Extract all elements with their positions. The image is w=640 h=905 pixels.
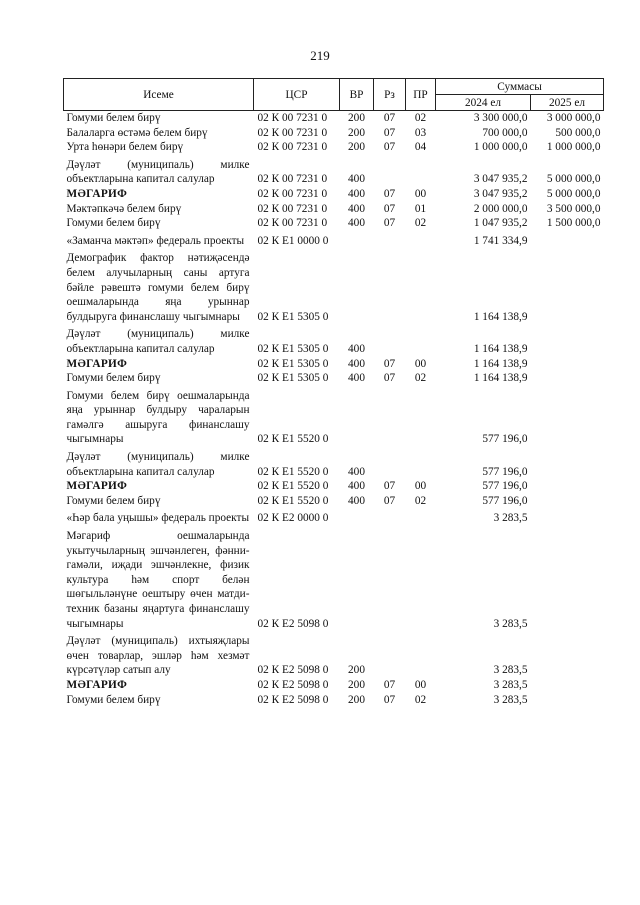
row-csr: 02 К Е1 5520 0: [257, 480, 329, 493]
row-rz: [374, 231, 406, 249]
row-rz: 07: [383, 112, 396, 124]
row-csr: 02 К Е2 5098 0: [257, 664, 329, 677]
row-name: Мәгариф оешмаларында укытучыларның эшчәнлеген, фәнни-гамәли, иҗади эшчәнлекне, физик культура һәм спорт белән шөгыльләнүне оештыру өчен матди-техник базаны яңартуга финанслашу чыгымнары: [66, 530, 250, 630]
header-year-2024: 2024 ел: [436, 95, 531, 111]
row-pr: 02: [414, 693, 427, 706]
row-sum-2025: [531, 693, 604, 708]
row-sum-2024: 1 741 334,9: [473, 234, 528, 247]
row-pr: 02: [414, 494, 427, 507]
row-sum-2025: 3 500 000,0: [546, 202, 601, 215]
table-row: [64, 202, 604, 217]
row-sum-2024: 3 283,5: [493, 678, 528, 691]
row-sum-2025: [531, 357, 604, 372]
row-sum-2024: 3 283,5: [493, 693, 528, 706]
row-pr: 00: [414, 678, 427, 691]
header-csr: ЦСР: [254, 79, 340, 111]
table-row: [64, 693, 604, 708]
row-vr: 200: [348, 141, 365, 154]
row-name: Гомуми белем бирү: [66, 112, 161, 124]
row-name: Гомуми белем бирү: [66, 494, 161, 507]
row-pr: 04: [414, 141, 427, 154]
header-sums: Суммасы: [436, 79, 604, 95]
row-name: Гомуми белем бирү: [66, 693, 161, 706]
row-pr: [406, 447, 436, 479]
row-sum-2024: 3 283,5: [493, 512, 528, 525]
row-name: Дәүләт (муниципаль) милке объектларына капитал салулар: [66, 328, 250, 355]
row-sum-2025: 1 000 000,0: [546, 141, 601, 154]
row-sum-2024: 3 047 935,2: [473, 187, 528, 200]
row-name: Урта һөнәри белем бирү: [66, 141, 184, 154]
row-sum-2024: 3 283,5: [493, 664, 528, 677]
budget-table: [63, 78, 604, 707]
row-name: Балаларга өстәмә белем бирү: [66, 126, 208, 139]
row-pr: 00: [414, 357, 427, 370]
row-vr: 400: [348, 342, 365, 355]
row-sum-2024: 577 196,0: [482, 480, 528, 493]
row-sum-2024: 3 047 935,2: [473, 173, 528, 186]
row-vr: 400: [348, 480, 365, 493]
row-csr: 02 К 00 7231 0: [257, 217, 328, 230]
row-vr: [340, 508, 374, 526]
row-rz: [374, 324, 406, 356]
row-sum-2024: 2 000 000,0: [473, 202, 528, 215]
row-vr: 400: [348, 357, 365, 370]
row-sum-2025: 5 000 000,0: [546, 187, 601, 200]
row-rz: [374, 248, 406, 324]
row-sum-2024: 577 196,0: [482, 494, 528, 507]
table-row: [64, 447, 604, 479]
row-sum-2025: 1 500 000,0: [546, 217, 601, 230]
row-name: МӘГАРИФ: [66, 187, 128, 200]
row-vr: 200: [348, 693, 365, 706]
row-csr: 02 К Е1 5305 0: [257, 357, 329, 370]
row-vr: 200: [348, 678, 365, 691]
row-sum-2025: [531, 508, 604, 526]
row-sum-2024: 1 000 000,0: [473, 141, 528, 154]
table-row: [64, 357, 604, 372]
row-pr: 01: [414, 202, 427, 215]
row-name: Гомуми белем бирү: [66, 372, 161, 385]
row-csr: 02 К Е2 5098 0: [257, 693, 329, 706]
row-csr: 02 К 00 7231 0: [257, 141, 328, 154]
row-pr: [406, 386, 436, 447]
row-name: МӘГАРИФ: [66, 678, 128, 691]
row-vr: 200: [348, 112, 365, 124]
table-row: [64, 248, 604, 324]
row-name: Дәүләт (муниципаль) милке объектларына капитал салулар: [66, 451, 250, 478]
table-row: [64, 187, 604, 202]
row-csr: 02 К Е2 5098 0: [257, 617, 329, 630]
header-pr: ПР: [406, 79, 436, 111]
table-row: [64, 231, 604, 249]
row-sum-2024: 1 047 935,2: [473, 217, 528, 230]
row-sum-2024: 1 164 138,9: [473, 310, 528, 323]
row-vr: 400: [348, 465, 365, 478]
row-sum-2025: [531, 371, 604, 386]
row-sum-2024: 577 196,0: [482, 433, 528, 446]
row-name: «Заманча мәктәп» федераль проекты: [66, 234, 245, 247]
row-pr: 00: [414, 187, 427, 200]
table-row: [64, 678, 604, 693]
row-pr: [406, 526, 436, 631]
row-sum-2024: 577 196,0: [482, 465, 528, 478]
row-name: Дәүләт (муниципаль) милке объектларына капитал салулар: [66, 158, 250, 186]
row-rz: [374, 155, 406, 187]
row-rz: [374, 386, 406, 447]
row-sum-2025: [531, 324, 604, 356]
row-pr: 03: [414, 126, 427, 139]
row-vr: 400: [348, 187, 365, 200]
table-row: [64, 526, 604, 631]
page-number: 219: [310, 48, 330, 63]
row-csr: 02 К 00 7231 0: [257, 173, 328, 186]
table-row: [64, 371, 604, 386]
row-vr: [340, 526, 374, 631]
row-sum-2025: [531, 248, 604, 324]
row-name: МӘГАРИФ: [66, 357, 128, 370]
row-sum-2025: [531, 678, 604, 693]
table-row: [64, 508, 604, 526]
row-rz: 07: [383, 678, 396, 691]
row-pr: [406, 324, 436, 356]
row-vr: 400: [348, 202, 365, 215]
table-body: [64, 111, 604, 708]
row-rz: 07: [383, 693, 396, 706]
row-csr: 02 К Е1 5520 0: [257, 433, 329, 446]
row-vr: [340, 248, 374, 324]
row-csr: 02 К 00 7231 0: [257, 187, 328, 200]
header-vr: ВР: [340, 79, 374, 111]
table-row: [64, 216, 604, 231]
row-sum-2024: 3 283,5: [493, 617, 528, 630]
row-vr: [340, 231, 374, 249]
row-sum-2025: [531, 447, 604, 479]
row-rz: [374, 447, 406, 479]
header-year-2025: 2025 ел: [531, 95, 604, 111]
row-pr: 02: [414, 112, 427, 124]
row-rz: [374, 508, 406, 526]
row-pr: 02: [414, 372, 427, 385]
row-pr: 02: [414, 217, 427, 230]
row-rz: 07: [383, 372, 396, 385]
row-rz: [374, 526, 406, 631]
row-sum-2025: [531, 526, 604, 631]
row-csr: 02 К Е2 5098 0: [257, 678, 329, 691]
table-row: [64, 494, 604, 509]
row-rz: 07: [383, 480, 396, 493]
row-rz: 07: [383, 217, 396, 230]
row-rz: 07: [383, 202, 396, 215]
row-rz: 07: [383, 126, 396, 139]
table-row: [64, 631, 604, 678]
table-row: [64, 479, 604, 494]
row-rz: [374, 631, 406, 678]
row-vr: 200: [348, 126, 365, 139]
row-sum-2024: 1 164 138,9: [473, 357, 528, 370]
row-name: Гомуми белем бирү оешмаларында яңа урыннар булдыру чараларын гамәлгә ашыруга финанслашу чыгымнары: [66, 389, 250, 446]
table-row: [64, 111, 604, 126]
row-name: Гомуми белем бирү: [66, 217, 161, 230]
row-vr: 400: [348, 217, 365, 230]
row-sum-2025: [531, 631, 604, 678]
row-name: «Һәр бала уңышы» федераль проекты: [66, 512, 250, 525]
row-name: Демографик фактор нәтиҗәсендә белем алучыларның саны артуга бәйле рәвештә гомуми белем бирү оешмаларында яңа урыннар булдыруга финанслашу чыгымнары: [66, 252, 250, 323]
row-name: Мәктәпкәчә белем бирү: [66, 202, 182, 215]
row-vr: [340, 386, 374, 447]
row-sum-2024: 3 300 000,0: [473, 112, 528, 124]
row-vr: 400: [348, 173, 365, 186]
row-sum-2025: 5 000 000,0: [546, 173, 601, 186]
row-pr: [406, 508, 436, 526]
row-csr: 02 К Е1 5520 0: [257, 465, 329, 478]
row-name: МӘГАРИФ: [66, 480, 128, 493]
row-pr: [406, 248, 436, 324]
table-header: [64, 79, 604, 111]
row-csr: 02 К 00 7231 0: [257, 126, 328, 139]
row-csr: 02 К Е1 5305 0: [257, 372, 329, 385]
row-sum-2025: 500 000,0: [555, 126, 601, 139]
row-csr: 02 К Е1 5305 0: [257, 310, 329, 323]
table-row: [64, 155, 604, 187]
row-sum-2025: 3 000 000,0: [546, 112, 601, 124]
table-row: [64, 140, 604, 155]
row-csr: 02 К Е1 0000 0: [257, 234, 329, 247]
row-pr: 00: [414, 480, 427, 493]
table-row: [64, 324, 604, 356]
row-sum-2024: 1 164 138,9: [473, 342, 528, 355]
row-csr: 02 К Е2 0000 0: [257, 512, 329, 525]
row-csr: 02 К Е1 5305 0: [257, 342, 329, 355]
row-sum-2024: 1 164 138,9: [473, 372, 528, 385]
row-sum-2025: [531, 386, 604, 447]
row-name: Дәүләт (муниципаль) ихтыяҗлары өчен товарлар, эшләр һәм хезмәт күрсәтүләр сатып алу: [66, 635, 250, 677]
row-sum-2025: [531, 231, 604, 249]
row-vr: 400: [348, 372, 365, 385]
table-row: [64, 126, 604, 141]
row-pr: [406, 231, 436, 249]
header-name: Исеме: [64, 79, 254, 111]
row-sum-2025: [531, 494, 604, 509]
row-vr: 400: [348, 494, 365, 507]
row-csr: 02 К 00 7231 0: [257, 112, 328, 124]
table-row: [64, 386, 604, 447]
row-vr: 200: [348, 664, 365, 677]
row-csr: 02 К Е1 5520 0: [257, 494, 329, 507]
row-rz: 07: [383, 357, 396, 370]
header-rz: Рз: [374, 79, 406, 111]
row-rz: 07: [383, 141, 396, 154]
row-pr: [406, 155, 436, 187]
row-rz: 07: [383, 187, 396, 200]
row-pr: [406, 631, 436, 678]
row-csr: 02 К 00 7231 0: [257, 202, 328, 215]
row-sum-2025: [531, 479, 604, 494]
row-sum-2024: 700 000,0: [482, 126, 528, 139]
row-rz: 07: [383, 494, 396, 507]
